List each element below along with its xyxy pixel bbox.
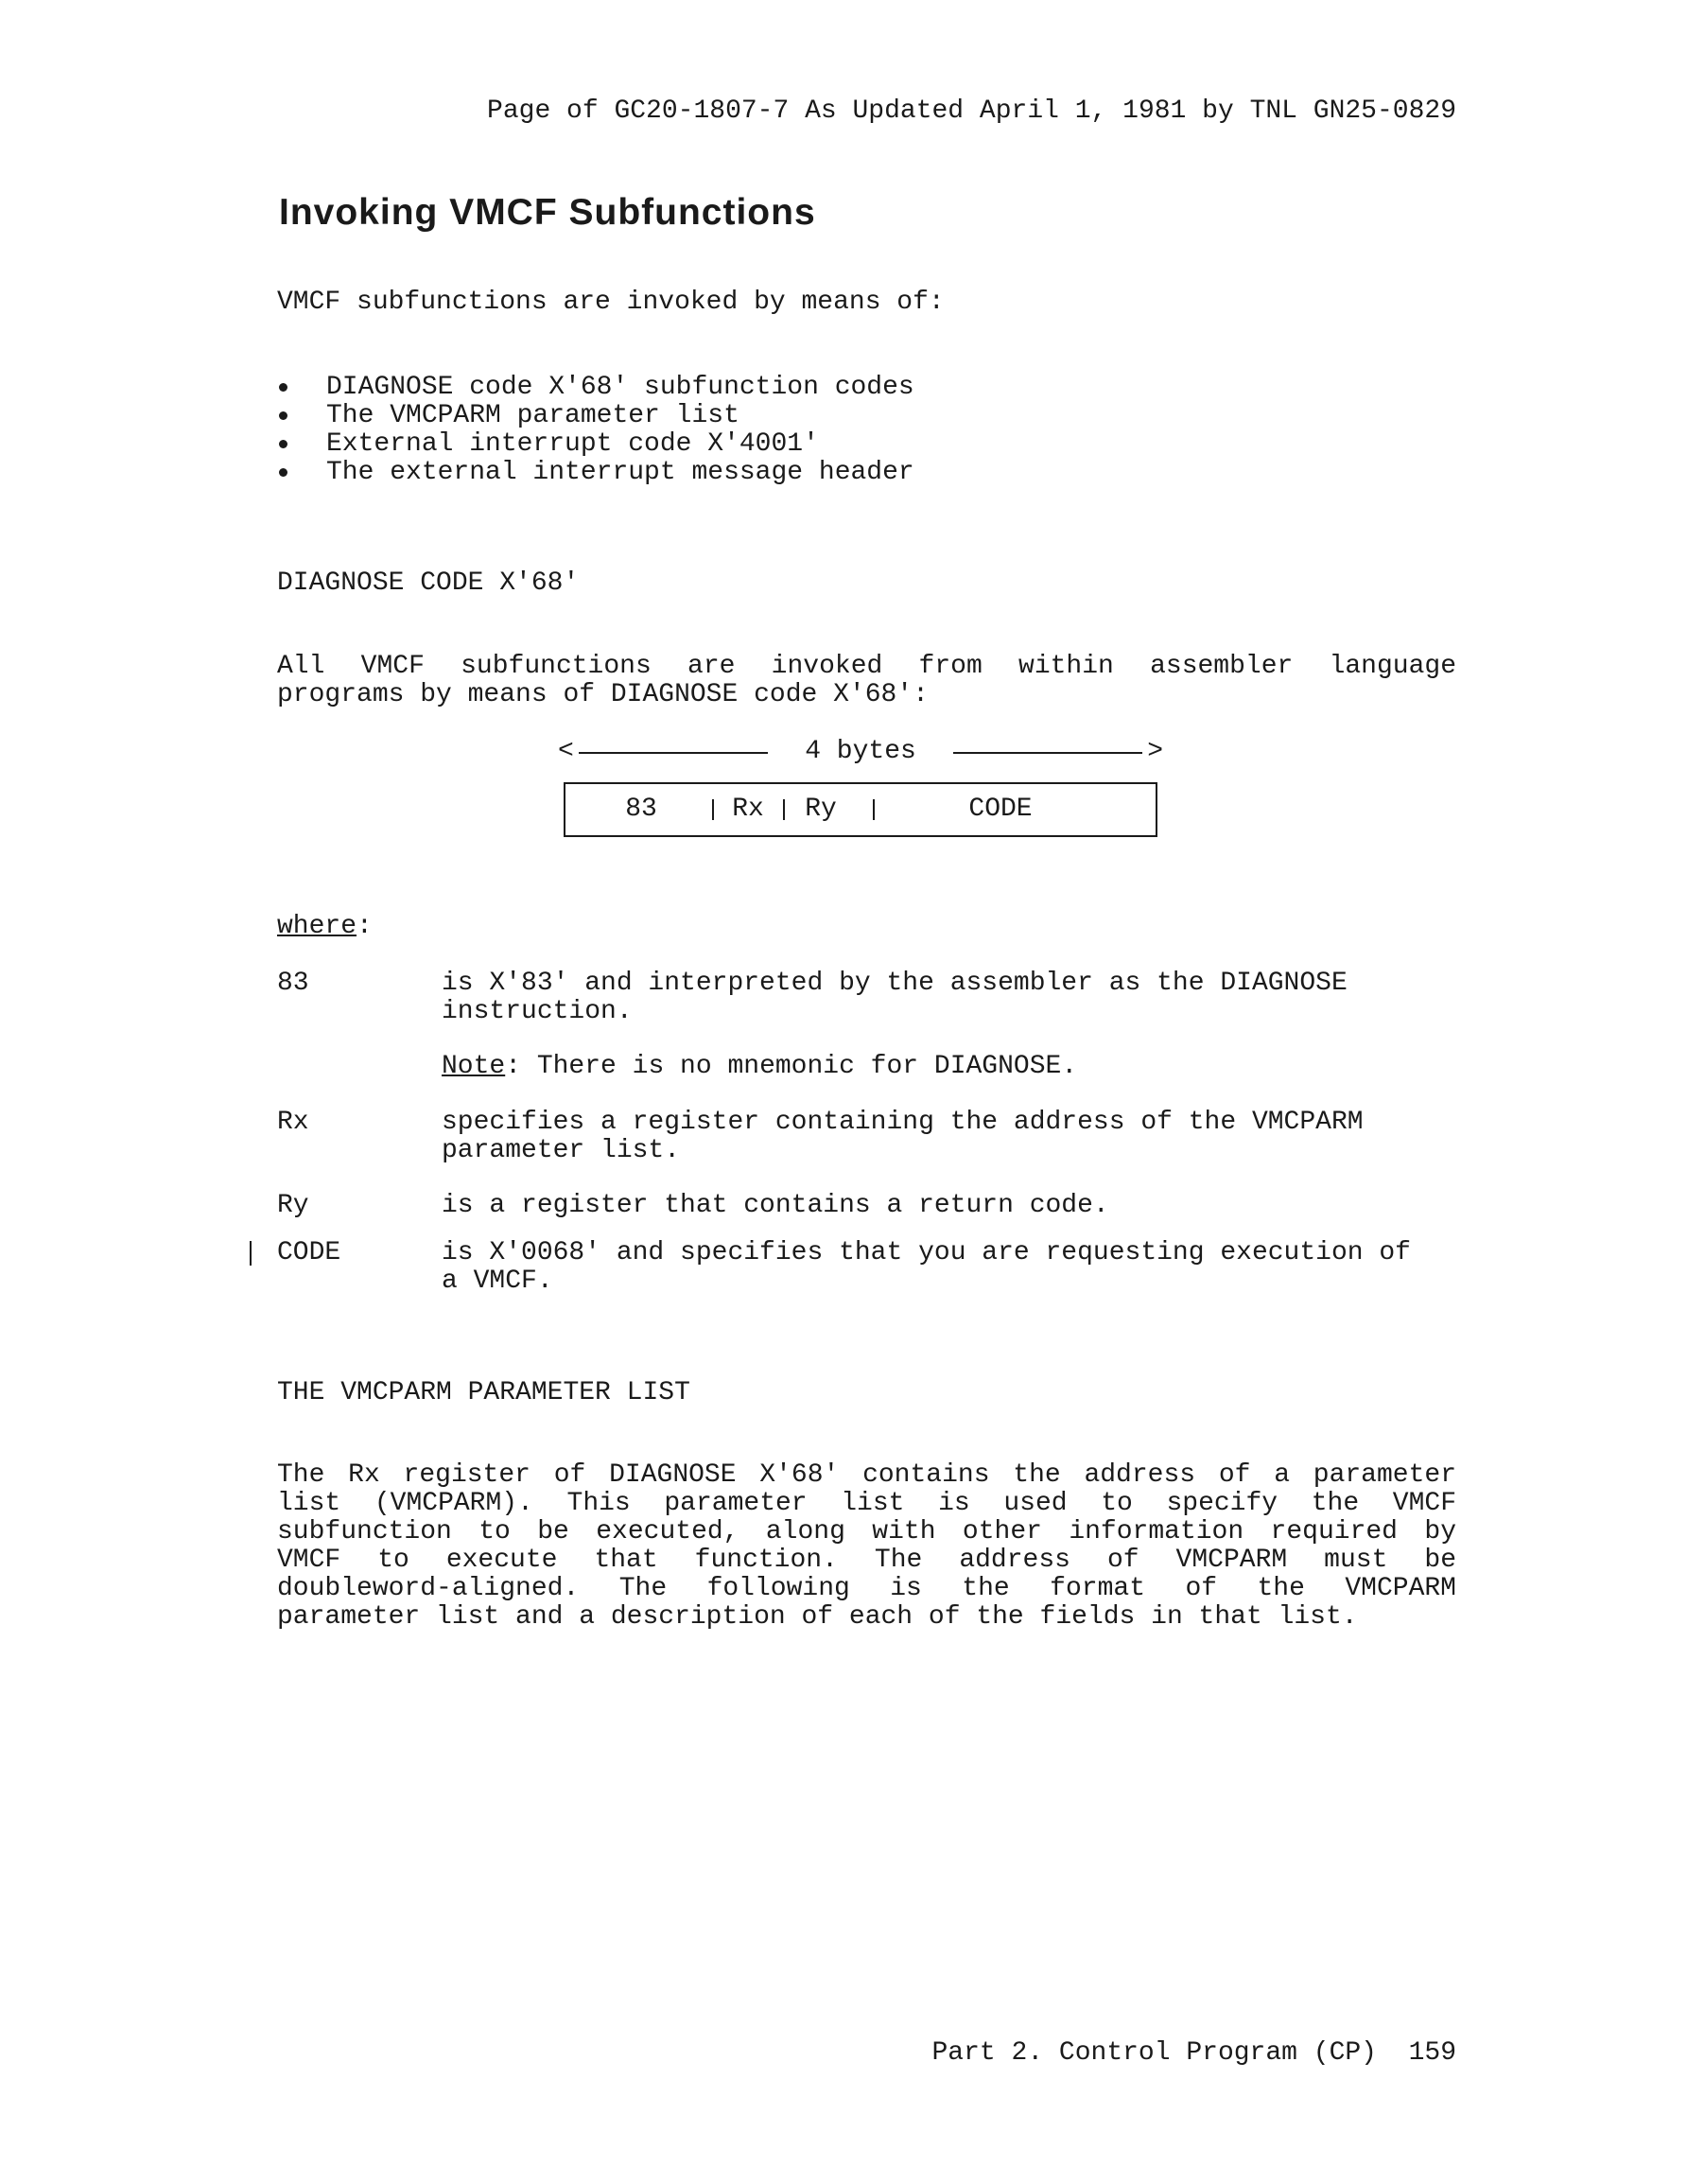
definition-term: Ry [277, 1191, 309, 1220]
instruction-format-box [564, 782, 1157, 837]
page-title: Invoking VMCF Subfunctions [279, 192, 816, 233]
paragraph-line: programs by means of DIAGNOSE code X'68': [277, 680, 929, 709]
bullet-icon [279, 468, 287, 477]
definition-text: is a register that contains a return code. [442, 1191, 1109, 1220]
definition-text: instruction. [442, 997, 633, 1026]
bullet-icon [279, 440, 287, 448]
bytes-width-label [558, 738, 1163, 766]
field-divider [712, 799, 714, 820]
page-footer: Part 2. Control Program (CP) 159 [931, 2038, 1456, 2068]
paragraph-line: subfunction to be executed, along with other information required by [277, 1517, 1456, 1546]
definition-term: CODE [277, 1238, 341, 1267]
definition-text: parameter list. [442, 1136, 681, 1165]
where-label: where: [277, 912, 373, 941]
list-item: The external interrupt message header [277, 459, 914, 487]
field-divider [783, 799, 785, 820]
list-item: The VMCPARM parameter list [277, 402, 914, 430]
paragraph-line: list (VMCPARM). This parameter list is used to specify the VMCF [277, 1489, 1456, 1518]
format-cell-ry: Ry [805, 795, 837, 824]
format-cell-code: CODE [968, 795, 1033, 824]
arrow-left-icon: < [558, 737, 574, 766]
intro-text: VMCF subfunctions are invoked by means of: [277, 288, 945, 317]
paragraph-line: The Rx register of DIAGNOSE X'68' contains the address of a parameter [277, 1460, 1456, 1490]
revision-change-bar [250, 1241, 252, 1266]
bullet-list [277, 374, 914, 487]
section-heading-diagnose: DIAGNOSE CODE X'68' [277, 568, 580, 598]
definition-text: is X'83' and interpreted by the assembler as the DIAGNOSE [442, 969, 1348, 998]
arrow-right-icon: > [1147, 737, 1163, 766]
field-divider [873, 799, 875, 820]
bullet-icon [279, 411, 287, 420]
definition-text: specifies a register containing the address of the VMCPARM [442, 1108, 1364, 1137]
paragraph-line: parameter list and a description of each of the fields in that list. [277, 1602, 1358, 1632]
list-item: External interrupt code X'4001' [277, 430, 914, 459]
list-item: DIAGNOSE code X'68' subfunction codes [277, 374, 914, 402]
arrow-line [953, 752, 1142, 754]
note-text: Note: There is no mnemonic for DIAGNOSE. [442, 1052, 1078, 1081]
definition-text: a VMCF. [442, 1267, 553, 1296]
format-cell-rx: Rx [732, 795, 764, 824]
section-heading-vmcparm: THE VMCPARM PARAMETER LIST [277, 1378, 690, 1407]
paragraph-line: VMCF to execute that function. The address of VMCPARM must be [277, 1546, 1456, 1575]
width-label-text: 4 bytes [805, 737, 916, 766]
paragraph-line: All VMCF subfunctions are invoked from within assembler language [277, 652, 1456, 681]
definition-term: Rx [277, 1108, 309, 1137]
definition-text: is X'0068' and specifies that you are requesting execution of [442, 1238, 1411, 1267]
running-header: Page of GC20-1807-7 As Updated April 1, 1981 by TNL GN25-0829 [487, 96, 1456, 126]
paragraph-line: doubleword-aligned. The following is the format of the VMCPARM [277, 1574, 1456, 1603]
definition-term: 83 [277, 969, 309, 998]
format-cell-opcode: 83 [625, 795, 657, 824]
bullet-icon [279, 383, 287, 392]
